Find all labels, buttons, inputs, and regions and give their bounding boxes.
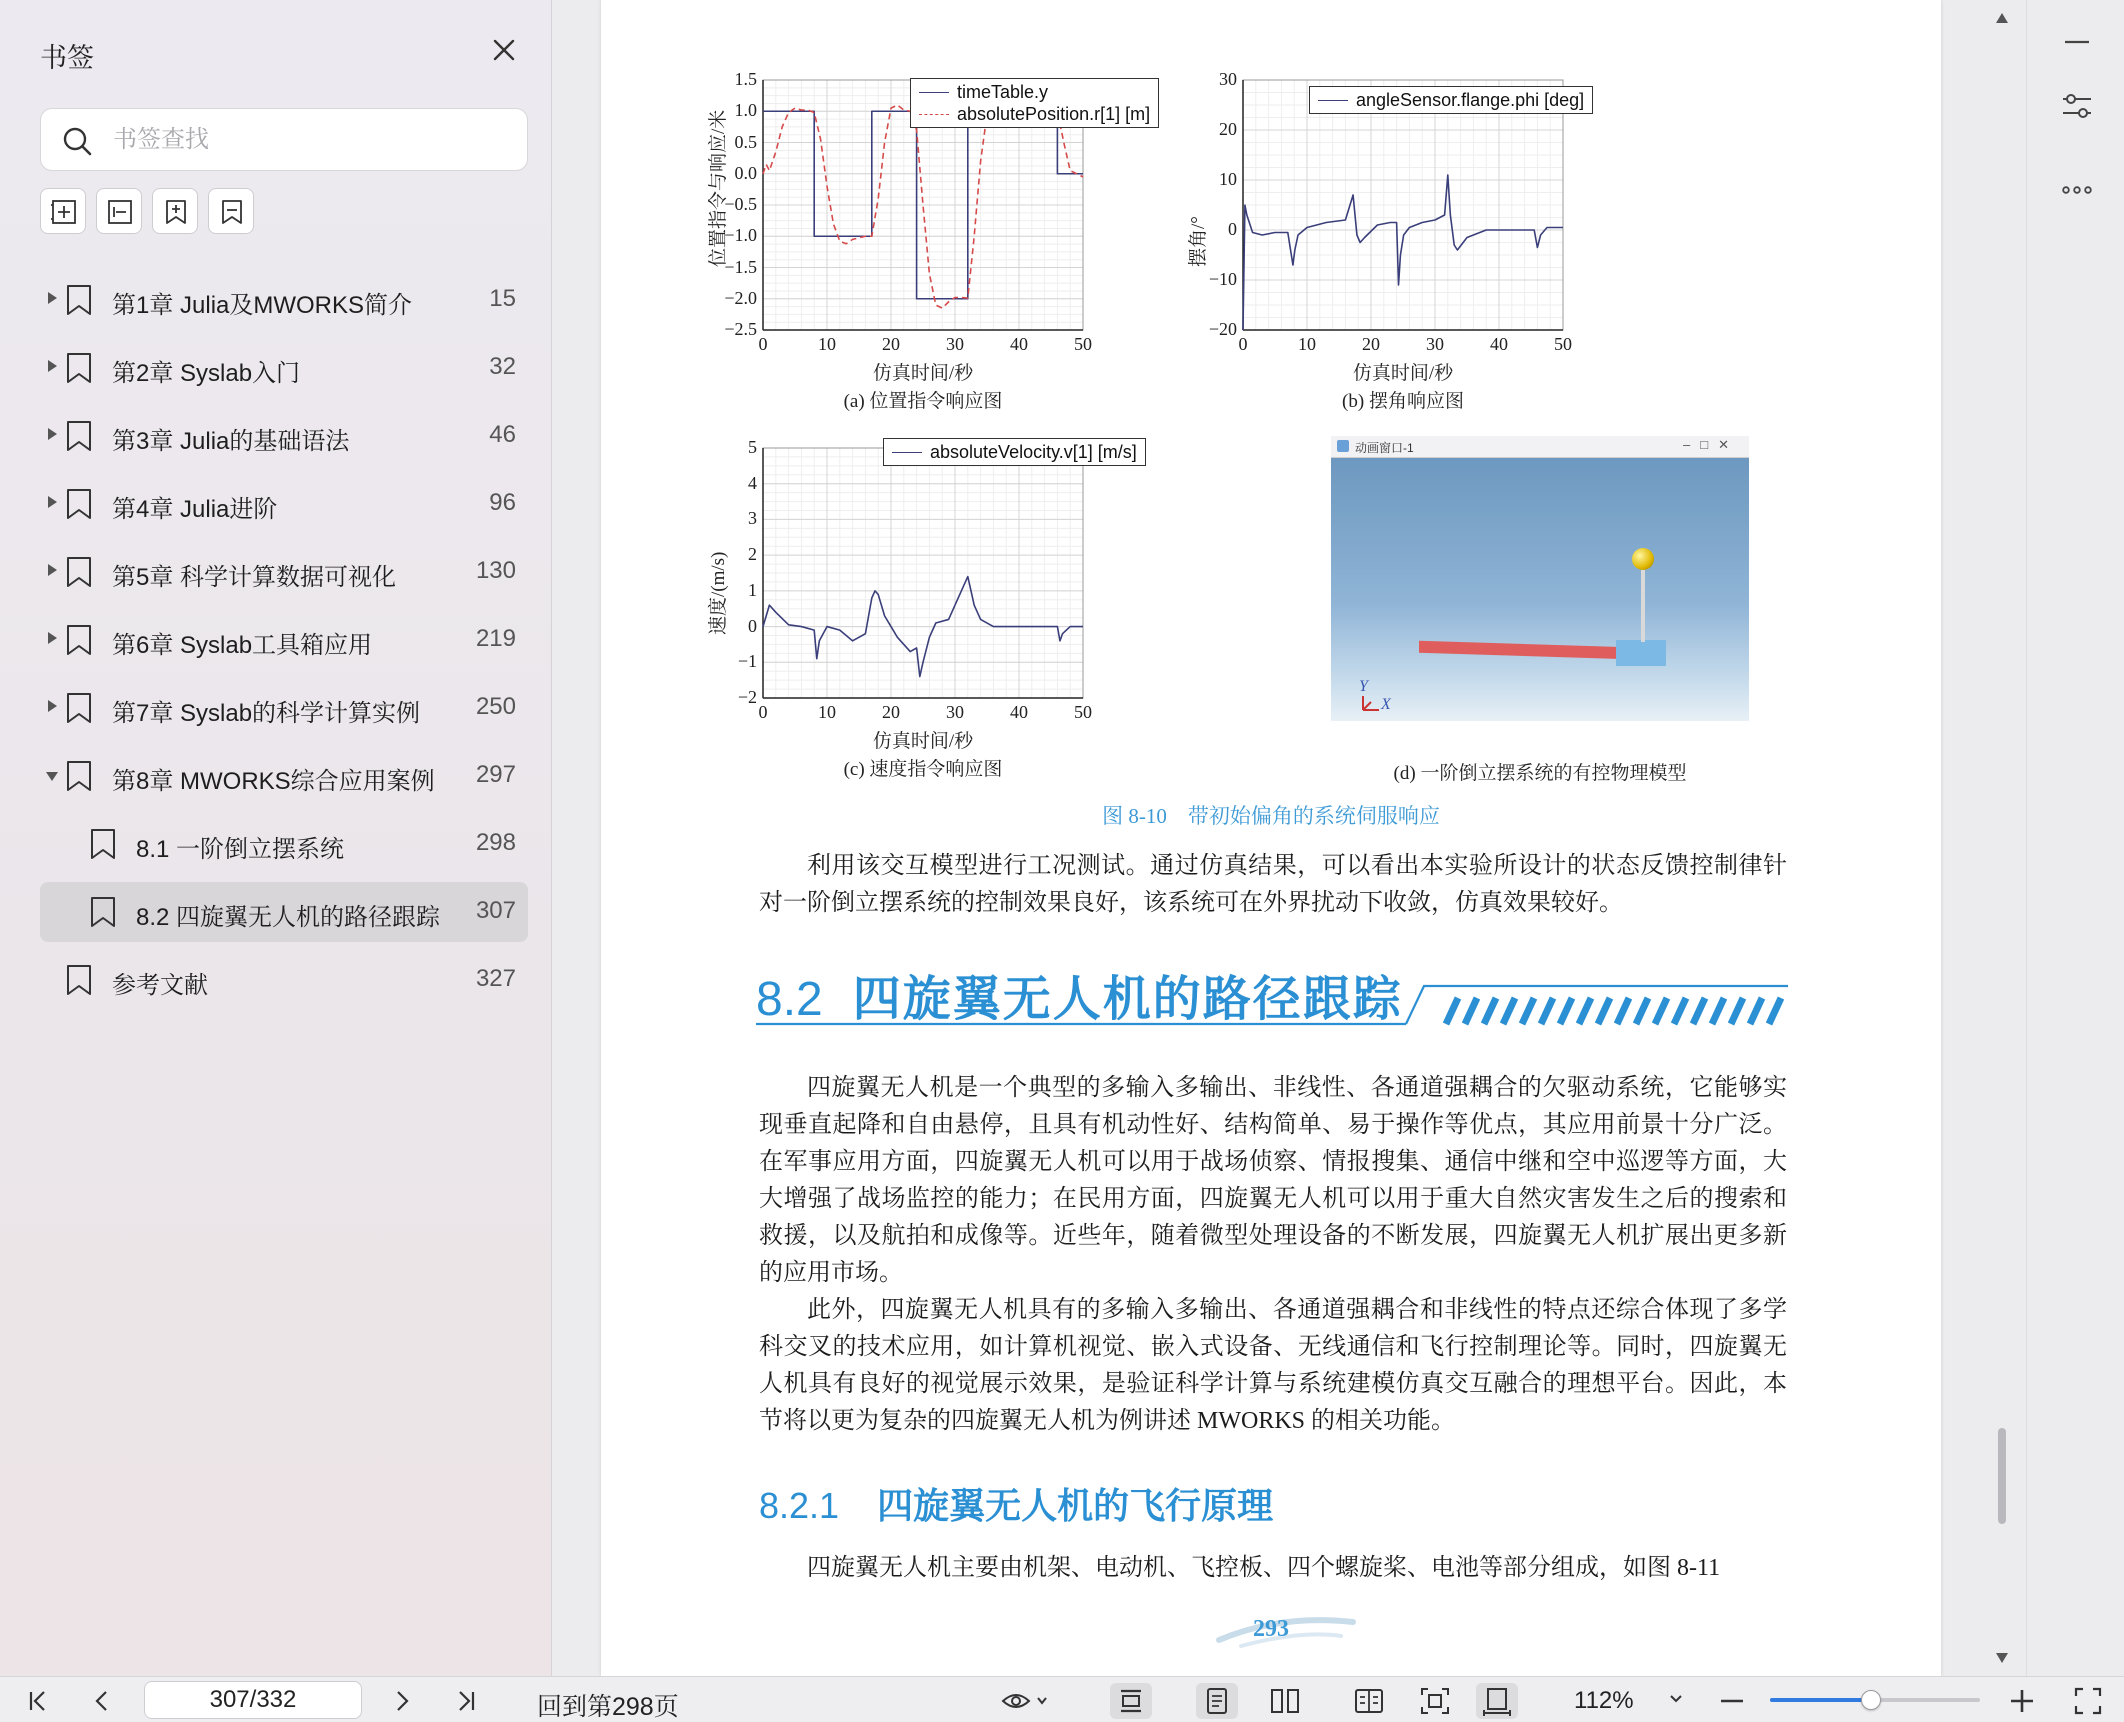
- x-tick-label: 10: [1298, 334, 1316, 354]
- x-tick-label: 40: [1010, 702, 1028, 722]
- heading-stripe: [1579, 998, 1591, 1024]
- bookmark-icon: [66, 556, 92, 588]
- legend-swatch-solid: [919, 92, 949, 93]
- paragraph-text: 四旋翼无人机主要由机架、电动机、飞控板、四个螺旋桨、电池等部分组成，如图 8-11: [807, 1555, 1721, 1581]
- chart-a-legend: [910, 78, 1159, 128]
- bookmark-label: 8.2 四旋翼无人机的路径跟踪: [136, 904, 441, 931]
- fit-width-icon: [1476, 1683, 1518, 1719]
- bookmark-page: 298: [475, 829, 516, 856]
- y-tick-label: 1: [748, 579, 757, 600]
- heading-stripe: [1674, 998, 1686, 1024]
- pendulum-ball: [1632, 548, 1654, 570]
- next-page-icon[interactable]: [384, 1683, 420, 1719]
- dual-page-icon[interactable]: [1264, 1683, 1306, 1719]
- panel-d-caption: (d) 一阶倒立摆系统的有控物理模型: [1393, 763, 1687, 784]
- y-tick-label: 5: [748, 437, 757, 457]
- triangle-up-icon[interactable]: [1995, 12, 2009, 24]
- first-page-icon[interactable]: [20, 1683, 56, 1719]
- bookmark-page: 250: [475, 693, 516, 720]
- expand-all-button[interactable]: [40, 188, 86, 234]
- heading-stripe: [1484, 998, 1496, 1024]
- legend-swatch-dashed: [919, 114, 949, 115]
- caret-right-icon[interactable]: [48, 496, 57, 508]
- bookmark-item[interactable]: [40, 406, 528, 466]
- bookmark-label: 第7章 Syslab的科学计算实例: [112, 700, 421, 727]
- bookmark-page: 327: [475, 965, 516, 992]
- paragraph: [759, 848, 1787, 922]
- figure-panel-d: [1331, 436, 1749, 721]
- heading-stripe: [1541, 998, 1553, 1024]
- add-bookmark-icon: [162, 198, 190, 226]
- bottom-toolbar: [0, 1676, 2124, 1722]
- x-tick-label: 50: [1074, 334, 1092, 354]
- bookmark-item[interactable]: [40, 474, 528, 534]
- triangle-down-icon[interactable]: [1995, 1652, 2009, 1664]
- single-page-icon: [1196, 1683, 1238, 1719]
- bookmark-page: 307: [475, 897, 516, 924]
- right-toolbar: [2026, 0, 2124, 1676]
- x-tick-label: 20: [882, 702, 900, 722]
- y-tick-label: 0: [748, 615, 757, 636]
- bookmark-item[interactable]: [40, 746, 528, 806]
- heading-stripe: [1465, 998, 1477, 1024]
- figure-caption: 图 8-10 带初始偏角的系统伺服响应: [1102, 804, 1440, 828]
- heading-stripe: [1712, 998, 1724, 1024]
- panel-caption: (a) 位置指令响应图: [843, 391, 1003, 412]
- vertical-scrollbar[interactable]: [1990, 0, 2014, 1676]
- y-tick-label: 0.5: [734, 131, 757, 152]
- goto-page-link[interactable]: 回到第298页: [537, 1693, 679, 1721]
- legend-swatch-solid: [1318, 100, 1348, 101]
- x-tick-label: 50: [1554, 334, 1572, 354]
- heading-stripe: [1503, 998, 1515, 1024]
- y-tick-label: −0.5: [724, 194, 757, 214]
- caret-right-icon[interactable]: [48, 564, 57, 576]
- x-axis-label: 仿真时间/秒: [1352, 363, 1454, 384]
- x-tick-label: 30: [946, 334, 964, 354]
- bookmark-item[interactable]: [40, 814, 528, 874]
- page-number-input[interactable]: [144, 1681, 362, 1719]
- bookmark-label: 第3章 Julia的基础语法: [112, 428, 350, 455]
- legend-swatch-solid: [892, 452, 922, 453]
- bookmark-label: 第6章 Syslab工具箱应用: [112, 632, 373, 659]
- more-icon[interactable]: [2057, 170, 2097, 210]
- subsection-heading: [759, 1478, 1273, 1529]
- y-tick-label: 1.0: [734, 100, 757, 121]
- y-tick-label: 0.0: [734, 162, 757, 183]
- page-number: 293: [1253, 1616, 1289, 1642]
- bookmark-icon: [66, 284, 92, 316]
- zoom-slider-fill: [1770, 1698, 1871, 1702]
- bookmark-sidebar: [0, 0, 552, 1676]
- series-line: [1243, 175, 1563, 330]
- heading-stripe: [1636, 998, 1648, 1024]
- chevron-down-icon[interactable]: [1668, 1693, 1684, 1705]
- caret-right-icon[interactable]: [48, 292, 57, 304]
- heading-stripe: [1617, 998, 1629, 1024]
- bookmark-icon: [66, 420, 92, 452]
- panel-caption: (c) 速度指令响应图: [843, 759, 1003, 780]
- pdf-page: [601, 0, 1941, 1676]
- caret-right-icon[interactable]: [48, 700, 57, 712]
- bookmark-page: 32: [489, 353, 516, 380]
- collapse-all-icon: [106, 198, 134, 226]
- figure-panel-b: [1181, 60, 1601, 420]
- x-tick-label: 20: [882, 334, 900, 354]
- y-tick-label: −2.5: [724, 319, 757, 339]
- y-tick-label: −1: [737, 651, 757, 672]
- animation-window-titlebar: [1331, 436, 1749, 458]
- sidebar-title: 书签: [40, 43, 94, 73]
- paragraph: [759, 1070, 1787, 1440]
- legend-label: timeTable.y: [957, 81, 1049, 102]
- fit-height-icon: [1110, 1683, 1152, 1719]
- animation-window-title: 动画窗口-1: [1355, 441, 1414, 455]
- heading-stripe: [1522, 998, 1534, 1024]
- x-tick-label: 10: [818, 334, 836, 354]
- bookmark-item[interactable]: [40, 882, 528, 942]
- zoom-level[interactable]: 112%: [1574, 1687, 1634, 1714]
- bookmark-page: 297: [475, 761, 516, 788]
- x-tick-label: 0: [1238, 334, 1248, 354]
- fit-width-button[interactable]: [1476, 1683, 1518, 1719]
- add-bookmark-button[interactable]: [152, 188, 198, 234]
- section-heading-decoration: [756, 982, 1788, 1028]
- paragraph-text: 此外，四旋翼无人机具有的多输入多输出、各通道强耦合和非线性的特点还综合体现了多学科交叉的技术应用，如计算机视觉、嵌入式设备、无线通信和飞行控制理论等。同时，四旋翼无人机具有良好的视觉展示效果，是验证科学计算与系统建模仿真交互融合的理想平台。因此，本节将以更为复杂的四旋翼无人机为例讲述 MWORKS 的相关功能。: [759, 1297, 1787, 1434]
- bookmark-page: 219: [475, 625, 516, 652]
- bookmark-item[interactable]: [40, 610, 528, 670]
- fit-page-icon[interactable]: [1414, 1683, 1456, 1719]
- bookmark-page: 96: [489, 489, 516, 516]
- y-tick-label: −20: [1208, 319, 1237, 339]
- heading-stripe: [1655, 998, 1667, 1024]
- bookmark-icon: [66, 964, 92, 996]
- bookmark-icon: [66, 760, 92, 792]
- zoom-slider-knob[interactable]: [1861, 1690, 1881, 1710]
- 3d-scene: [1331, 458, 1749, 721]
- x-tick-label: 30: [946, 702, 964, 722]
- bookmark-item[interactable]: [40, 338, 528, 398]
- heading-stripe: [1598, 998, 1610, 1024]
- bookmark-label: 第8章 MWORKS综合应用案例: [112, 768, 435, 795]
- heading-stripe: [1731, 998, 1743, 1024]
- eye-icon[interactable]: [1000, 1683, 1052, 1719]
- sliders-icon[interactable]: [2057, 86, 2097, 126]
- y-tick-label: −1.0: [724, 225, 757, 246]
- close-icon[interactable]: [488, 34, 520, 66]
- bookmark-item[interactable]: [40, 542, 528, 602]
- x-tick-label: 10: [818, 702, 836, 722]
- chart-c-legend: [883, 438, 1146, 466]
- fit-height-button[interactable]: [1110, 1683, 1152, 1719]
- y-tick-label: 4: [748, 472, 757, 493]
- figure-panel-a: [701, 60, 1151, 420]
- y-tick-label: −2.0: [724, 287, 757, 308]
- bookmark-icon: [66, 692, 92, 724]
- y-axis-label: 位置指令与响应/米: [708, 109, 729, 267]
- axis-x-label: X: [1381, 696, 1391, 713]
- bookmark-icon: [66, 624, 92, 656]
- bookmark-search[interactable]: [40, 108, 528, 171]
- y-tick-label: 20: [1219, 119, 1237, 139]
- bookmark-item[interactable]: [40, 270, 528, 330]
- legend-label: absolutePosition.r[1] [m]: [957, 103, 1151, 124]
- x-tick-label: 20: [1362, 334, 1380, 354]
- minus-icon[interactable]: [2057, 22, 2097, 62]
- legend-label: angleSensor.flange.phi [deg]: [1356, 89, 1585, 110]
- x-tick-label: 0: [758, 702, 768, 722]
- axis-triad-icon: [1357, 692, 1383, 712]
- bookmark-search-input[interactable]: [113, 119, 513, 161]
- bookmark-page: 15: [489, 285, 516, 312]
- heading-stripe: [1750, 998, 1762, 1024]
- y-tick-label: 2: [748, 544, 757, 565]
- caret-right-icon[interactable]: [48, 632, 57, 644]
- paragraph: [759, 1550, 1787, 1587]
- x-tick-label: 30: [1426, 334, 1444, 354]
- y-tick-label: 30: [1219, 69, 1237, 89]
- document-viewport[interactable]: [553, 0, 2026, 1676]
- bookmark-label: 参考文献: [112, 972, 208, 999]
- expand-all-icon: [50, 198, 78, 226]
- section-number: 8.2: [756, 973, 823, 1026]
- panel-caption: (b) 摆角响应图: [1342, 391, 1464, 412]
- bookmark-label: 第5章 科学计算数据可视化: [112, 564, 397, 591]
- bookmark-icon: [218, 198, 246, 226]
- bookmark-icon: [90, 828, 116, 860]
- x-tick-label: 0: [758, 334, 768, 354]
- caret-right-icon[interactable]: [48, 360, 57, 372]
- axis-y-label: Y: [1359, 678, 1368, 695]
- cart-rail: [1419, 641, 1629, 660]
- heading-stripe: [1693, 998, 1705, 1024]
- x-axis-label: 仿真时间/秒: [872, 363, 974, 384]
- y-axis-label: 摆角/°: [1188, 216, 1209, 267]
- bookmark-label: 8.1 一阶倒立摆系统: [136, 836, 345, 863]
- bookmark-icon: [66, 352, 92, 384]
- subsection-number: 8.2.1: [759, 1485, 840, 1526]
- y-tick-label: −2: [737, 687, 757, 707]
- x-tick-label: 40: [1490, 334, 1508, 354]
- bookmark-item[interactable]: [40, 950, 528, 1010]
- bookmark-item[interactable]: [40, 678, 528, 738]
- bookmark-icon: [90, 896, 116, 928]
- y-tick-label: −1.5: [724, 256, 757, 277]
- app-icon: [1337, 440, 1349, 452]
- x-tick-label: 40: [1010, 334, 1028, 354]
- paragraph-text: 利用该交互模型进行工况测试。通过仿真结果，可以看出本实验所设计的状态反馈控制律针对一阶倒立摆系统的控制效果良好，该系统可在外界扰动下收敛，仿真效果较好。: [759, 853, 1787, 916]
- bookmark-label: 第4章 Julia进阶: [112, 496, 278, 523]
- y-axis-label: 速度/(m/s): [708, 551, 729, 635]
- scrollbar-thumb[interactable]: [1998, 1428, 2006, 1524]
- bookmark-page: 46: [489, 421, 516, 448]
- y-tick-label: 0: [1228, 219, 1237, 239]
- y-tick-label: 10: [1219, 169, 1237, 189]
- bookmark-label: 第1章 Julia及MWORKS简介: [112, 292, 413, 319]
- search-icon: [61, 125, 93, 157]
- paragraph-text: 四旋翼无人机是一个典型的多输入多输出、非线性、各通道强耦合的欠驱动系统，它能够实现垂直起降和自由悬停，且具有机动性好、结构简单、易于操作等优点，其应用前景十分广泛。在军事应用方面，四旋翼无人机可以用于战场侦察、情报搜集、通信中继和空中巡逻等方面，大大增强了战场监控的能力；在民用方面，四旋翼无人机可以用于重大自然灾害发生之后的搜索和救援，以及航拍和成像等。近些年，随着微型处理设备的不断发展，四旋翼无人机扩展出更多新的应用市场。: [759, 1075, 1787, 1286]
- bookmark-page: 130: [475, 557, 516, 584]
- fullscreen-icon[interactable]: [2070, 1683, 2106, 1719]
- x-axis-label: 仿真时间/秒: [872, 731, 974, 752]
- x-tick-label: 50: [1074, 702, 1092, 722]
- window-controls: –□✕: [1683, 437, 1739, 452]
- legend-label: absoluteVelocity.v[1] [m/s]: [930, 441, 1137, 462]
- prev-page-icon[interactable]: [84, 1683, 120, 1719]
- y-tick-label: 1.5: [734, 69, 757, 89]
- y-tick-label: −10: [1208, 269, 1237, 289]
- zoom-slider[interactable]: [1770, 1698, 1980, 1702]
- zoom-out-icon[interactable]: [1714, 1683, 1750, 1719]
- heading-stripe: [1446, 998, 1458, 1024]
- bookmark-label: 第2章 Syslab入门: [112, 360, 301, 387]
- subsection-title: 四旋翼无人机的飞行原理: [877, 1486, 1274, 1526]
- y-tick-label: 3: [748, 508, 757, 529]
- series-line: [763, 105, 1083, 308]
- pendulum-rod: [1641, 560, 1645, 642]
- last-page-icon[interactable]: [448, 1683, 484, 1719]
- section-title: 四旋翼无人机的路径跟踪: [852, 973, 1403, 1026]
- collapse-all-button[interactable]: [96, 188, 142, 234]
- figure-panel-c: [701, 428, 1137, 788]
- book-view-icon[interactable]: [1348, 1683, 1390, 1719]
- caret-right-icon[interactable]: [48, 428, 57, 440]
- cart-block: [1616, 640, 1666, 666]
- heading-stripe: [1560, 998, 1572, 1024]
- chart-b-legend: [1309, 86, 1593, 114]
- bookmark-icon: [66, 488, 92, 520]
- zoom-in-icon[interactable]: [2004, 1683, 2040, 1719]
- bookmark-tool-button[interactable]: [208, 188, 254, 234]
- heading-stripe: [1769, 998, 1781, 1024]
- caret-down-icon[interactable]: [46, 772, 58, 781]
- single-page-button[interactable]: [1196, 1683, 1238, 1719]
